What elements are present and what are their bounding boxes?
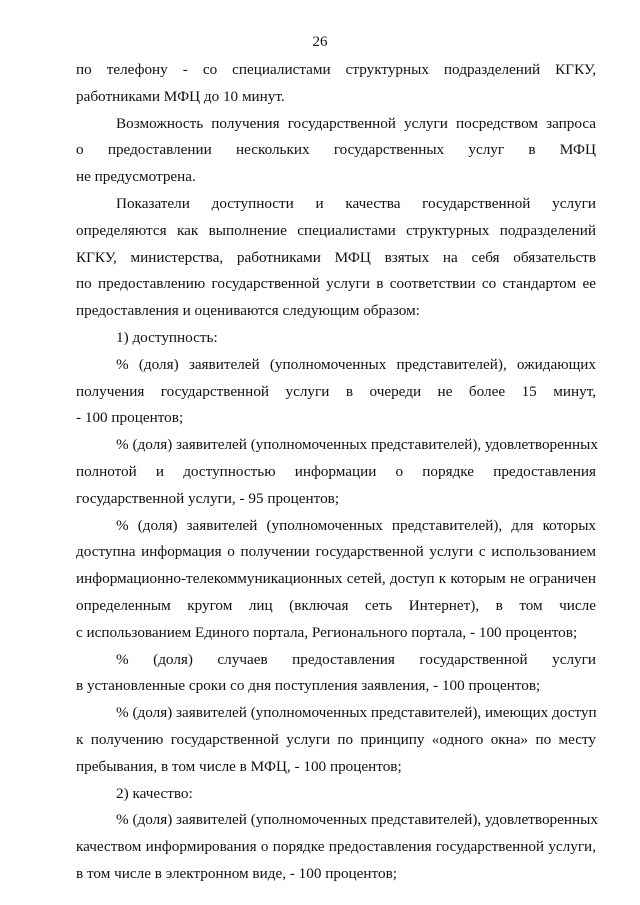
text-line: не предусмотрена. <box>76 168 196 186</box>
text-line: 1) доступность: <box>116 329 218 346</box>
text-line: Возможность получения государственной услуги посредством запроса <box>116 114 596 132</box>
text-line: Показатели доступности и качества государственной услуги <box>116 195 596 212</box>
page-number: 26 <box>312 34 328 50</box>
text-line: 2) качество: <box>116 784 193 802</box>
text-line: % (доля) заявителей (уполномоченных представителей), удовлетворенных <box>116 436 598 454</box>
text-line: % (доля) случаев предоставления государственной услуги <box>116 650 596 668</box>
text-line: к получению государственной услуги по принципу «одного окна» по месту <box>76 731 596 748</box>
text-line: о предоставлении нескольких государственных услуг в МФЦ <box>76 141 596 159</box>
text-line: доступна информация о получении государственной услуги с использованием <box>76 543 596 561</box>
text-line: - 100 процентов; <box>76 409 184 427</box>
text-line: работниками МФЦ до 10 минут. <box>76 87 285 105</box>
text-line: определяются как выполнение специалистами структурных подразделений <box>76 221 596 239</box>
text-line: предоставления и оцениваются следующим образом: <box>76 302 420 320</box>
text-line: государственной услуги, - 95 процентов; <box>76 489 340 507</box>
text-line: по телефону - со специалистами структурных подразделений КГКУ, <box>76 61 596 78</box>
text-line: в том числе в электронном виде, - 100 процентов; <box>76 865 397 882</box>
text-line: с использованием Единого портала, Регионального портала, - 100 процентов; <box>76 623 578 641</box>
text-line: полнотой и доступностью информации о порядке предоставления <box>76 463 596 480</box>
text-line: % (доля) заявителей (уполномоченных представителей), ожидающих <box>116 355 596 373</box>
text-line: пребывания, в том числе в МФЦ, - 100 процентов; <box>76 757 402 775</box>
text-line: % (доля) заявителей (уполномоченных представителей), для которых <box>116 516 596 534</box>
text-line: получения государственной услуги в очереди не более 15 минут, <box>76 382 596 400</box>
text-line: % (доля) заявителей (уполномоченных представителей), имеющих доступ <box>116 704 597 722</box>
text-line: КГКУ, министерства, работниками МФЦ взятых на себя обязательств <box>76 248 596 266</box>
text-line: качеством информирования о порядке предоставления государственной услуги, <box>76 838 596 856</box>
text-line: % (доля) заявителей (уполномоченных представителей), удовлетворенных <box>116 811 598 829</box>
text-line: определенным кругом лиц (включая сеть Интернет), в том числе <box>76 597 596 614</box>
text-line: информационно-телекоммуникационных сетей, доступ к которым не ограничен <box>76 570 596 588</box>
text-line: в установленные сроки со дня поступления заявления, - 100 процентов; <box>76 677 541 695</box>
text-line: по предоставлению государственной услуги в соответствии со стандартом ее <box>76 275 596 293</box>
